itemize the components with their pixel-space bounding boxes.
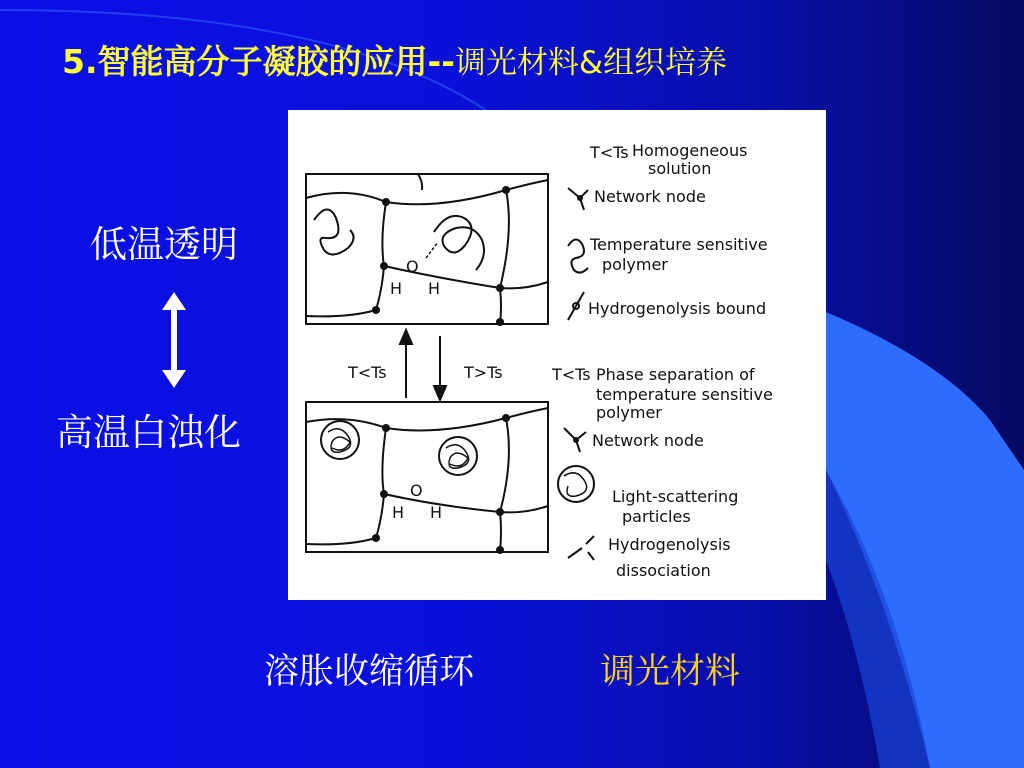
bottom-condition-label: T<Ts: [552, 365, 591, 384]
legend-network-node: Network node: [594, 187, 706, 206]
top-water-h2: H: [428, 279, 441, 298]
arrow-left-label: T<Ts: [348, 363, 387, 382]
slide-title: [62, 34, 727, 90]
legend-solution: solution: [648, 159, 712, 178]
double-arrow-icon: [158, 292, 190, 388]
bottom-network-nodes: [372, 414, 510, 554]
top-panel-frame: [306, 174, 548, 324]
bottom-water-o: O: [410, 481, 423, 500]
top-network-lines: [306, 174, 548, 324]
legend-polymer-2: polymer: [596, 403, 662, 422]
arrow-right-label: T>Ts: [464, 363, 503, 382]
top-network-nodes: [372, 186, 510, 326]
legend-hydrogenolysis: Hydrogenolysis: [608, 535, 731, 554]
legend-temp-sensitive: Temperature sensitive: [590, 235, 768, 254]
hydrogel-diagram: [288, 110, 826, 600]
low-temp-transparent-label: 低温透明: [90, 223, 238, 266]
top-polymer-coils: [314, 209, 484, 270]
transition-arrows: [400, 330, 446, 400]
legend-phase-separation: Phase separation of: [596, 365, 755, 384]
polymer-coil-icon: [568, 239, 588, 272]
top-water-h1: H: [390, 279, 403, 298]
title-rest: 调光材料&组织培养: [454, 45, 728, 81]
legend-hydrogenolysis-bound: Hydrogenolysis bound: [588, 299, 767, 318]
legend-particles: particles: [622, 507, 691, 526]
hydrogen-dissociation-icon: [568, 536, 594, 560]
title-bold: 5.智能高分子凝胶的应用--: [62, 42, 455, 81]
top-condition-label: T<Ts: [590, 143, 629, 162]
legend-temp-sensitive-2: temperature sensitive: [596, 385, 773, 404]
top-water-o: O: [406, 257, 419, 276]
legend-polymer: polymer: [602, 255, 668, 274]
light-control-material-label: 调光材料: [600, 652, 741, 692]
legend-homogeneous: Homogeneous: [632, 141, 748, 160]
hydrogen-bond-icon: [568, 292, 584, 320]
bottom-water-h2: H: [430, 503, 443, 522]
legend-dissociation: dissociation: [616, 561, 711, 580]
swelling-cycle-label: 溶胀收缩循环: [264, 652, 475, 692]
bottom-water-h1: H: [392, 503, 405, 522]
legend-network-node-2: Network node: [592, 431, 704, 450]
legend-light-scattering: Light-scattering: [612, 487, 739, 506]
high-temp-turbid-label: 高温白浊化: [56, 411, 241, 454]
